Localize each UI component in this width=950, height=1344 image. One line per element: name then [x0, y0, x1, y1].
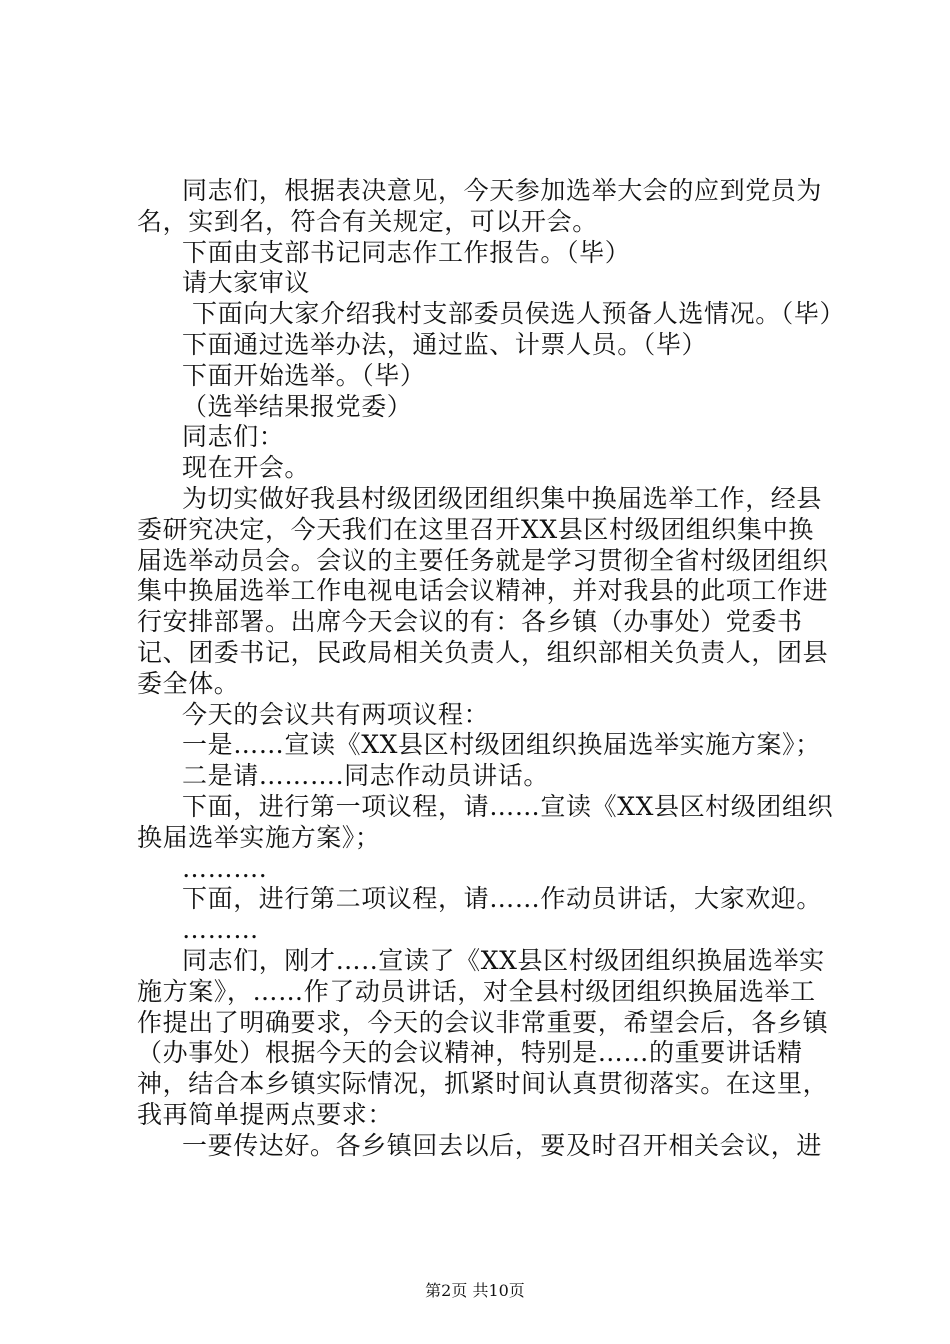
paragraph: ……….	[182, 853, 268, 883]
paragraph: 一是……宣读《XX县区村级团组织换届选举实施方案》；	[182, 730, 821, 760]
paragraph: 同志们，刚才…..宣读了《XX县区村级团组织换届选举实施方案》，……作了动员讲话，对全县村级团组织换届选举工作提出了明确要求，今天的会议非常重要，希望会后，各乡镇（办事处）根据今天的会议精神，特别是……的重要讲话精神，结合本乡镇实际情况，抓紧时间认真贯彻落实。在这里，我再简单提两点要求：	[137, 945, 829, 1129]
paragraph: 请大家审议	[182, 268, 311, 298]
paragraph: 同志们，根据表决意见，今天参加选举大会的应到党员为名，实到名，符合有关规定，可以开会。	[137, 176, 823, 236]
paragraph: 为切实做好我县村级团级团组织集中换届选举工作，经县委研究决定，今天我们在这里召开XX县区村级团组织集中换届选举动员会。会议的主要任务就是学习贯彻全省村级团组织集中换届选举工作电视电话会议精神，并对我县的此项工作进行安排部署。出席今天会议的有：各乡镇（办事处）党委书记、团委书记，民政局相关负责人，组织部相关负责人，团县委全体。	[137, 483, 829, 698]
paragraph: 一要传达好。各乡镇回去以后，要及时召开相关会议，进	[182, 1130, 823, 1160]
paragraph: （选举结果报党委）	[182, 391, 413, 421]
paragraph: 二是请……….同志作动员讲话。	[182, 761, 549, 791]
document-body	[137, 176, 846, 1162]
paragraph: 下面，进行第二项议程，请……作动员讲话，大家欢迎。	[182, 884, 823, 914]
paragraph: 下面向大家介绍我村支部委员侯选人预备人选情况。（毕）	[192, 299, 846, 329]
paragraph: 下面，进行第一项议程，请……宣读《XX县区村级团组织换届选举实施方案》；	[137, 791, 834, 852]
paragraph: 下面开始选举。（毕）	[182, 360, 426, 390]
page-footer: 第2页 共10页	[425, 1281, 525, 1300]
paragraph: ………	[182, 915, 259, 945]
paragraph: 下面通过选举办法，通过监、计票人员。（毕）	[182, 329, 708, 359]
paragraph: 现在开会。	[182, 453, 311, 483]
paragraph: 同志们：	[182, 422, 285, 452]
paragraph: 今天的会议共有两项议程：	[182, 699, 490, 729]
paragraph: 下面由支部书记同志作工作报告。（毕）	[182, 237, 631, 267]
